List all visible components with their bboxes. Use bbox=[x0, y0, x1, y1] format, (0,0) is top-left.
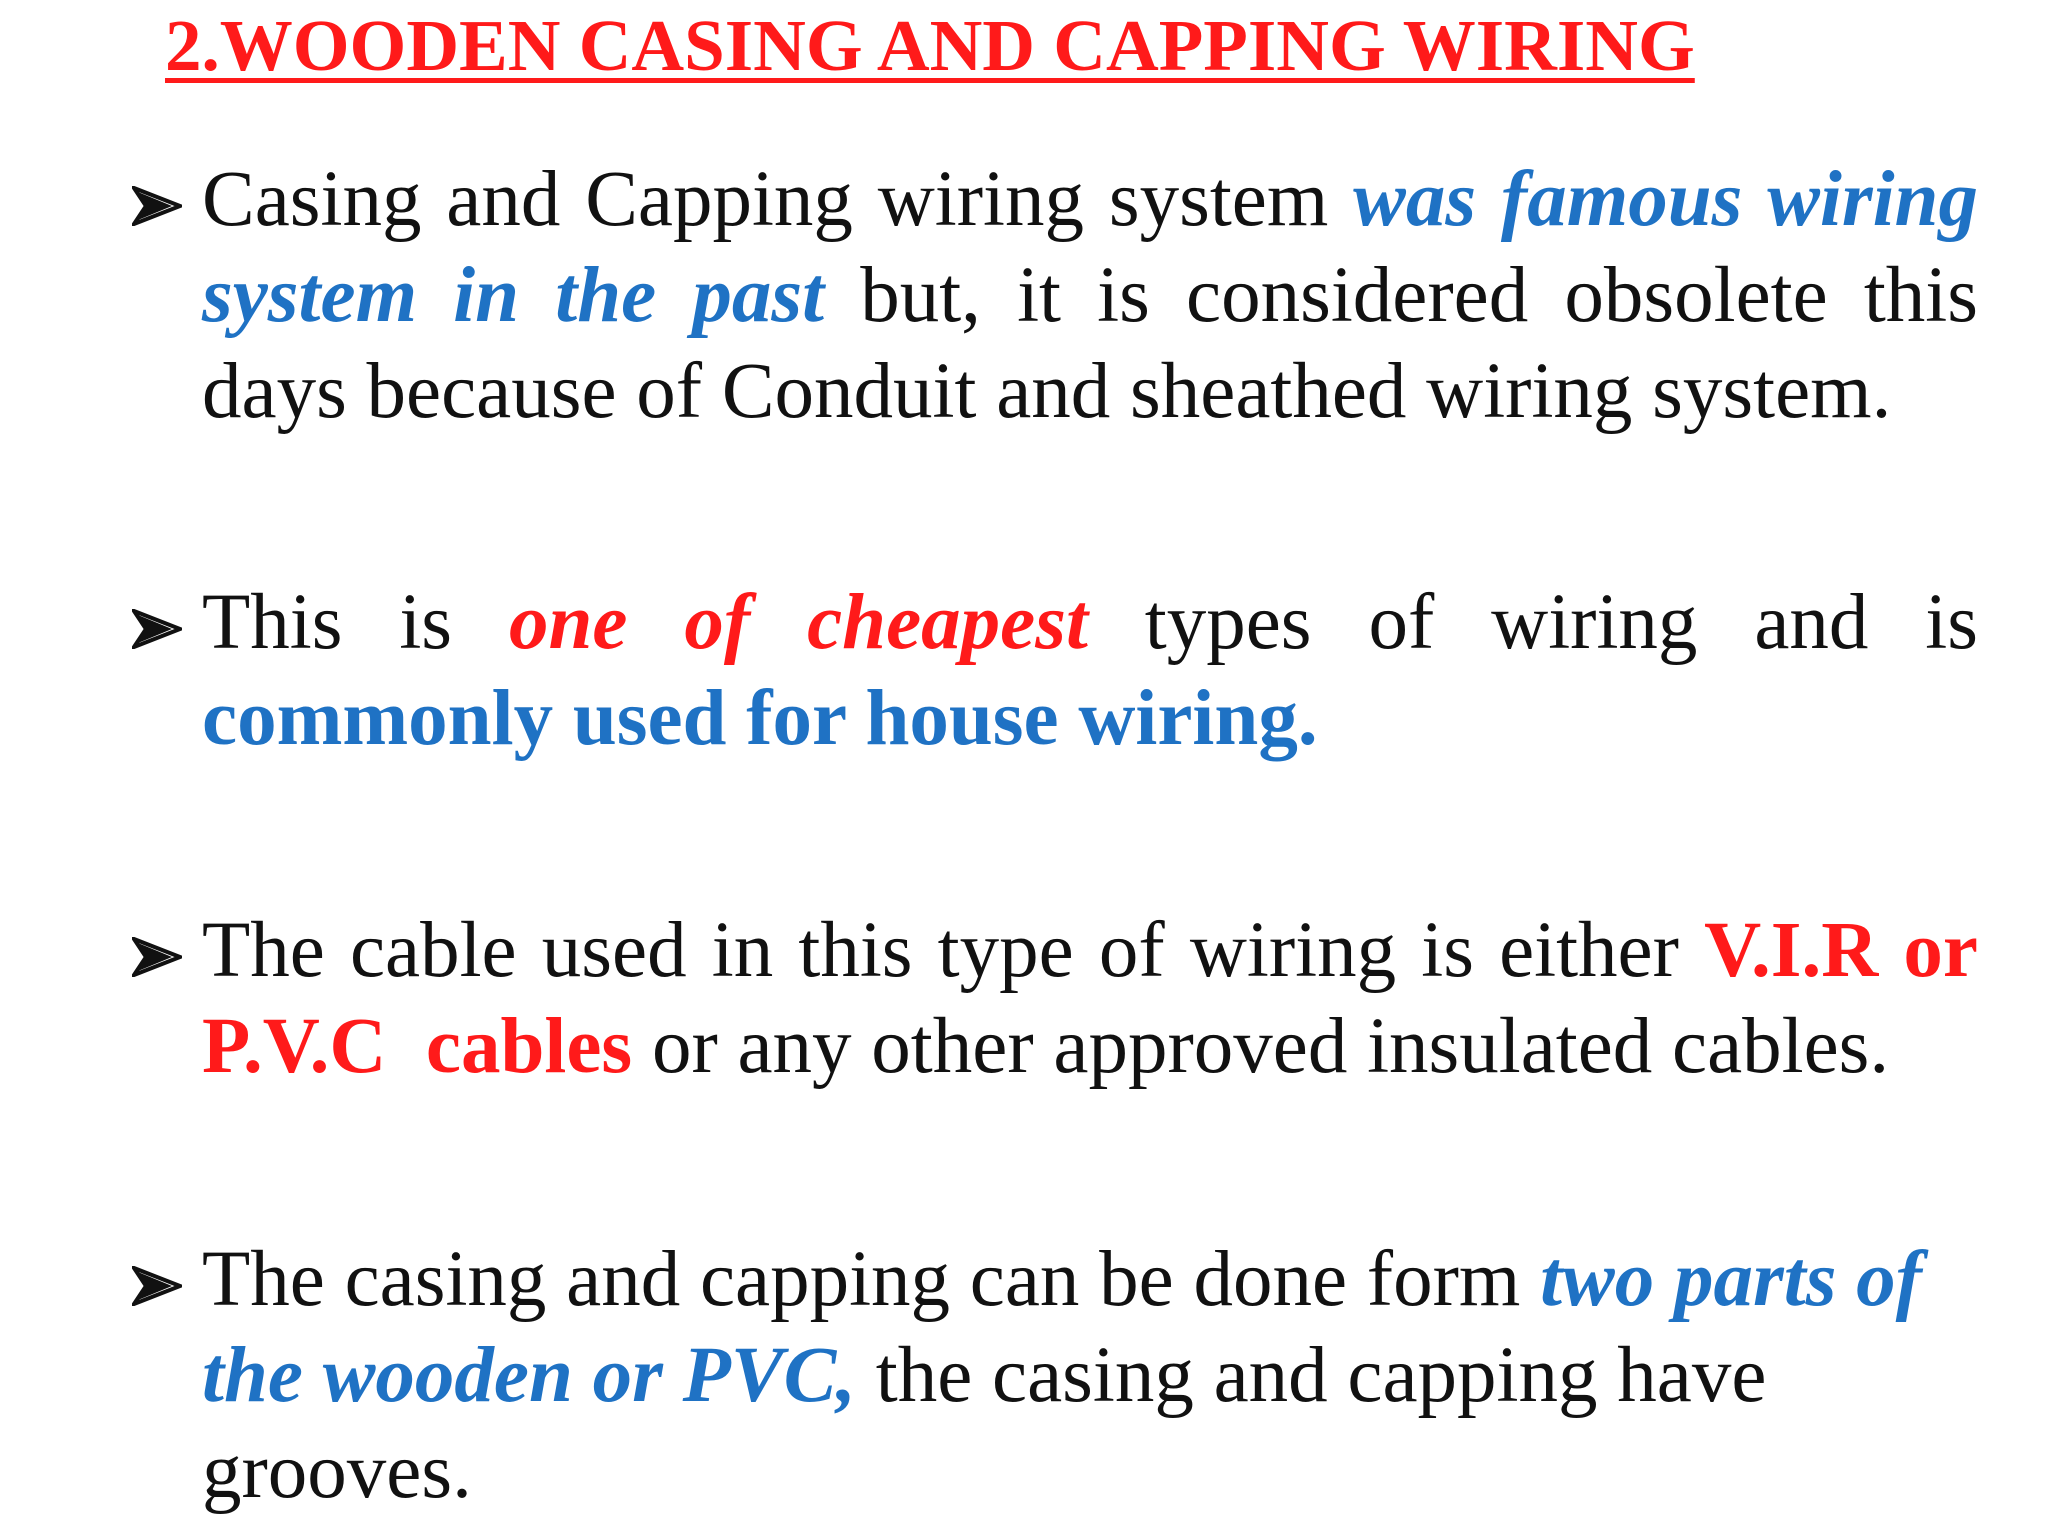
bullet-text-1 bbox=[202, 152, 1978, 440]
bullet-3-plain-start: The cable used in this type of wiring is either bbox=[202, 907, 1705, 994]
bullet-text-3 bbox=[202, 903, 1998, 1095]
bullet-3-emphasis-cables: V.I.R or P.V.C cables bbox=[202, 907, 1998, 1090]
bullet-text-4 bbox=[202, 1232, 1978, 1520]
bullet-text-2 bbox=[202, 575, 1978, 767]
bullet-1-plain-end: but, it is considered obsolete this days because of Conduit and sheathed wiring system. bbox=[202, 252, 1978, 435]
bullet-3-plain-end: or any other approved insulated cables. bbox=[632, 1003, 1890, 1090]
bullet-4-plain-start: The casing and capping can be done form bbox=[202, 1236, 1541, 1323]
arrowhead-bullet-icon bbox=[128, 903, 202, 999]
bullet-2-plain-start: This is bbox=[202, 579, 509, 666]
bullet-2-emphasis-house-wiring: commonly used for house wiring. bbox=[202, 675, 1318, 762]
arrowhead-bullet-icon bbox=[128, 152, 202, 248]
bullet-2-emphasis-cheapest: one of cheapest bbox=[508, 579, 1088, 666]
bullet-point-1 bbox=[128, 152, 1978, 440]
bullet-point-4 bbox=[128, 1232, 1978, 1520]
bullet-4-plain-end: the casing and capping have grooves. bbox=[202, 1332, 1767, 1515]
arrowhead-bullet-icon bbox=[128, 1232, 202, 1328]
bullet-point-2 bbox=[128, 575, 1978, 767]
bullet-1-emphasis-famous-past: was famous wiring system in the past bbox=[202, 156, 1978, 339]
bullet-4-emphasis-two-parts: two parts of the wooden or PVC, bbox=[202, 1236, 1922, 1419]
bullet-point-3 bbox=[128, 903, 1998, 1095]
bullet-1-plain-start: Casing and Capping wiring system bbox=[202, 156, 1354, 243]
slide-title: 2.WOODEN CASING AND CAPPING WIRING bbox=[165, 5, 1695, 86]
bullet-2-plain-middle: types of wiring and is bbox=[1087, 579, 1978, 666]
arrowhead-bullet-icon bbox=[128, 575, 202, 671]
